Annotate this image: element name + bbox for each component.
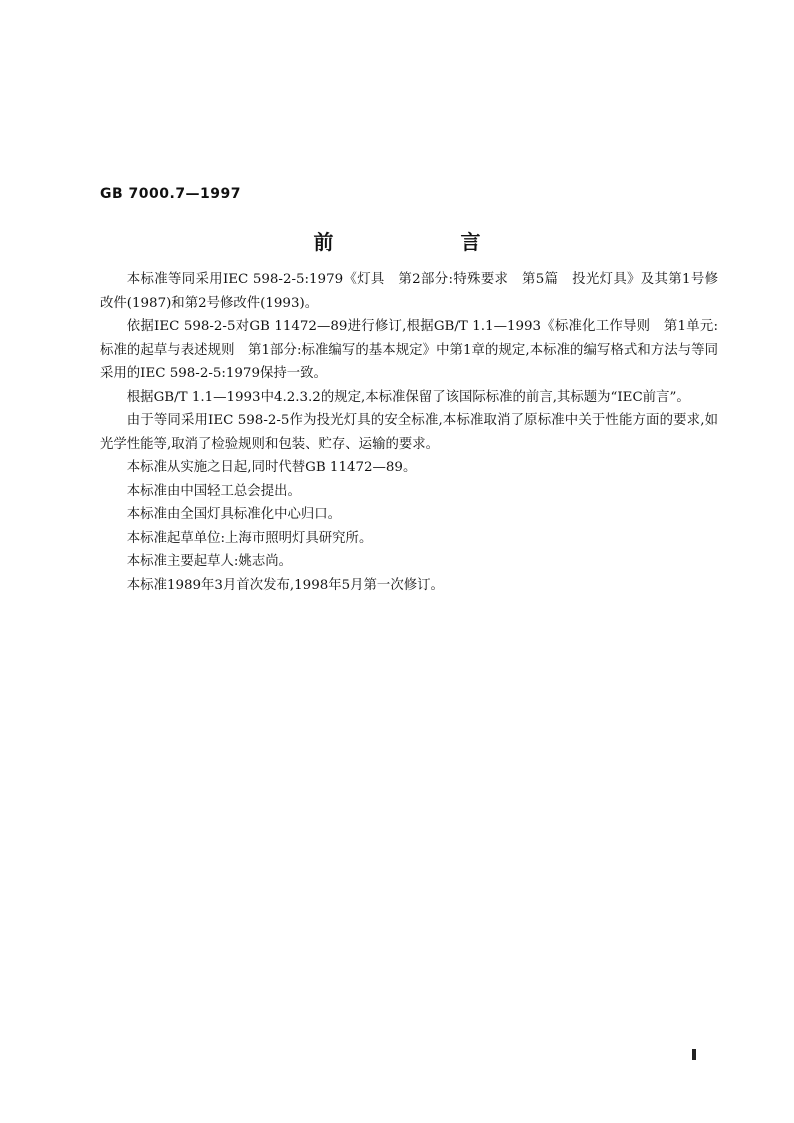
paragraph-iec-foreword: 根据GB/T 1.1—1993中4.2.3.2的规定,本标准保留了该国际标准的前言,其标题为“IEC前言”。 (126, 389, 690, 405)
paragraph-publication-history: 本标准1989年3月首次发布,1998年5月第一次修订。 (126, 577, 444, 593)
paragraph-administration: 本标准由全国灯具标准化中心归口。 (126, 507, 342, 522)
paragraph-proposer: 本标准由中国轻工总会提出。 (126, 483, 301, 499)
page-title: 前 言 (313, 230, 541, 254)
paragraph-adoption: 本标准等同采用IEC 598-2-5:1979《灯具 第2部分:特殊要求 第5篇 投光灯具》及其第1号修改件(1987)和第2号修改件(1993)。 (100, 272, 718, 311)
paragraph-replacement: 本标准从实施之日起,同时代替GB 11472—89。 (126, 460, 417, 475)
page-mark (692, 1049, 696, 1060)
paragraph-revision-basis: 依据IEC 598-2-5对GB 11472—89进行修订,根据GB/T 1.1—1993《标准化工作导则 第1单元:标准的起草与表述规则 第1部分:标准编写的基本规定》中第1章的规定,本标准的编写格式和方法与等同采用的IEC 598-2-5:1979保持一致。 (100, 319, 718, 381)
paragraph-safety-scope: 由于等同采用IEC 598-2-5作为投光灯具的安全标准,本标准取消了原标准中关于性能方面的要求,如光学性能等,取消了检验规则和包装、贮存、运输的要求。 (100, 413, 718, 452)
paragraph-drafter: 本标准主要起草人:姚志尚。 (126, 554, 292, 569)
paragraph-drafting-unit: 本标准起草单位:上海市照明灯具研究所。 (126, 530, 373, 546)
foreword-body (100, 268, 718, 597)
standard-code: GB 7000.7—1997 (100, 186, 242, 202)
